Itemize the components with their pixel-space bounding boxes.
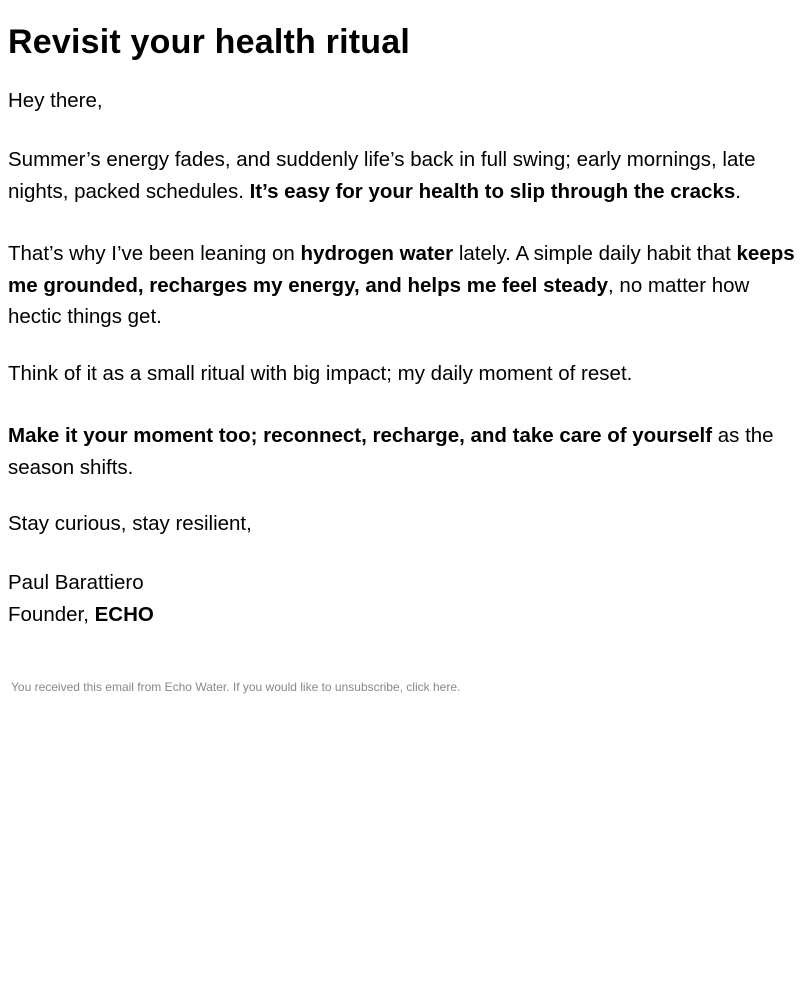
- signoff-text: Stay curious, stay resilient,: [8, 512, 252, 535]
- think-paragraph: Think of it as a small ritual with big impact; my daily moment of reset.: [8, 362, 633, 385]
- hydrogen-paragraph: [8, 238, 798, 333]
- signature-name: Paul Barattiero: [8, 571, 144, 594]
- signature-role-prefix: Founder,: [8, 603, 95, 626]
- moment-bold-1: Make it your moment too; reconnect, recharge, and take care of yourself: [8, 424, 713, 447]
- summer-bold-1: It’s easy for your health to slip through the cracks: [249, 179, 736, 203]
- hydrogen-bold-2: keeps me grounded, recharges my energy, and helps me feel steady: [8, 242, 795, 297]
- signature-block: [8, 567, 798, 631]
- hydrogen-bold-1: hydrogen water: [300, 242, 454, 265]
- summer-paragraph: [8, 144, 798, 207]
- summer-text-1: Summer’s energy fades, and suddenly life’s back in full swing; early mornings, late nights, packed schedules.: [8, 148, 756, 203]
- signature-company: ECHO: [94, 603, 154, 626]
- unsubscribe-footer[interactable]: You received this email from Echo Water. If you would like to unsubscribe, click here.: [11, 680, 461, 694]
- summer-text-2: .: [735, 179, 741, 203]
- email-title: Revisit your health ritual: [8, 23, 410, 61]
- hydrogen-text-1: That’s why I’ve been leaning on: [8, 242, 301, 265]
- greeting-text: Hey there,: [8, 89, 103, 112]
- moment-paragraph: [8, 420, 798, 483]
- hydrogen-text-2: lately. A simple daily habit that: [453, 242, 737, 265]
- moment-text-1: as the season shifts.: [8, 424, 774, 479]
- hydrogen-text-3: , no matter how hectic things get.: [8, 273, 750, 328]
